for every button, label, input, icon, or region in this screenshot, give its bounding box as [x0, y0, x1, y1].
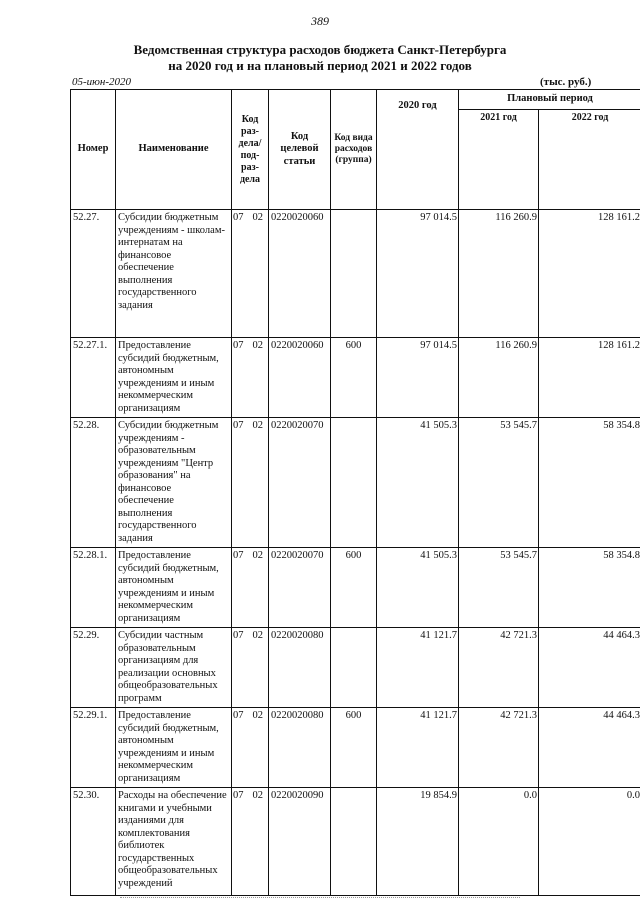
row-number: 52.28.	[71, 418, 116, 548]
row-number: 52.30.	[71, 788, 116, 896]
row-target: 0220020080	[269, 708, 331, 788]
row-target: 0220020090	[269, 788, 331, 896]
row-2020: 19 854.9	[377, 788, 459, 896]
row-target: 0220020060	[269, 338, 331, 418]
row-vid: 600	[331, 338, 377, 418]
header-planned: Плановый период	[459, 90, 640, 110]
row-number: 52.28.1.	[71, 548, 116, 628]
row-2020: 41 121.7	[377, 628, 459, 708]
row-2020: 97 014.5	[377, 210, 459, 338]
row-number: 52.29.	[71, 628, 116, 708]
row-2022: 128 161.2	[539, 210, 640, 338]
row-2022: 0.0	[539, 788, 640, 896]
budget-table	[70, 89, 640, 896]
row-vid	[331, 628, 377, 708]
row-name: Субсидии частным образовательным организациям для реализации основных общеобразовательных программ	[116, 628, 232, 708]
row-2021: 0.0	[459, 788, 539, 896]
title-line-2: на 2020 год и на плановый период 2021 и 2022 годов	[168, 58, 472, 73]
row-name: Предоставление субсидий бюджетным, автономным учреждениям и иным некоммерческим организациям	[116, 548, 232, 628]
row-razdel: 07 02	[232, 418, 269, 548]
row-number: 52.29.1.	[71, 708, 116, 788]
row-name: Предоставление субсидий бюджетным, автономным учреждениям и иным некоммерческим организациям	[116, 338, 232, 418]
header-2021: 2021 год	[459, 110, 539, 210]
title-line-1: Ведомственная структура расходов бюджета Санкт-Петербурга	[133, 42, 507, 57]
footer-divider	[120, 897, 520, 899]
table-row	[71, 418, 640, 548]
header-2020: 2020 год	[377, 90, 459, 210]
row-target: 0220020060	[269, 210, 331, 338]
header-name: Наименование	[116, 90, 232, 210]
row-2021: 116 260.9	[459, 338, 539, 418]
table-row	[71, 788, 640, 896]
row-2021: 53 545.7	[459, 418, 539, 548]
document-title	[0, 42, 640, 74]
row-vid	[331, 210, 377, 338]
row-2022: 44 464.3	[539, 708, 640, 788]
header-razdel: Код раз- дела/ под- раз- дела	[232, 90, 269, 210]
table-row	[71, 210, 640, 338]
header-number: Номер	[71, 90, 116, 210]
row-razdel: 07 02	[232, 788, 269, 896]
row-vid: 600	[331, 708, 377, 788]
row-vid: 600	[331, 548, 377, 628]
table-row	[71, 708, 640, 788]
row-vid	[331, 418, 377, 548]
row-razdel: 07 02	[232, 210, 269, 338]
row-razdel: 07 02	[232, 708, 269, 788]
document-date: 05-июн-2020	[72, 76, 132, 88]
table-row	[71, 548, 640, 628]
row-number: 52.27.1.	[71, 338, 116, 418]
row-2021: 42 721.3	[459, 708, 539, 788]
row-target: 0220020080	[269, 628, 331, 708]
row-name: Предоставление субсидий бюджетным, автономным учреждениям и иным некоммерческим организациям	[116, 708, 232, 788]
row-2020: 41 121.7	[377, 708, 459, 788]
header-target: Код целевой статьи	[269, 90, 331, 210]
row-2020: 41 505.3	[377, 418, 459, 548]
page-number: 389	[311, 14, 329, 28]
row-name: Расходы на обеспечение книгами и учебными изданиями для комплектования библиотек государственных общеобразовательных учреждений	[116, 788, 232, 896]
row-name: Субсидии бюджетным учреждениям - школам-интернатам на финансовое обеспечение выполнения государственного задания	[116, 210, 232, 338]
table-row	[71, 628, 640, 708]
row-number: 52.27.	[71, 210, 116, 338]
row-2022: 128 161.2	[539, 338, 640, 418]
row-2021: 53 545.7	[459, 548, 539, 628]
row-2021: 116 260.9	[459, 210, 539, 338]
row-2022: 44 464.3	[539, 628, 640, 708]
row-razdel: 07 02	[232, 548, 269, 628]
row-razdel: 07 02	[232, 628, 269, 708]
row-2021: 42 721.3	[459, 628, 539, 708]
row-razdel: 07 02	[232, 338, 269, 418]
row-2020: 41 505.3	[377, 548, 459, 628]
units-label: (тыс. руб.)	[540, 76, 592, 88]
row-2022: 58 354.8	[539, 418, 640, 548]
row-target: 0220020070	[269, 548, 331, 628]
table-row	[71, 338, 640, 418]
row-target: 0220020070	[269, 418, 331, 548]
row-vid	[331, 788, 377, 896]
row-2020: 97 014.5	[377, 338, 459, 418]
header-2022: 2022 год	[539, 110, 640, 210]
header-vid: Код вида расходов (группа)	[331, 90, 377, 210]
row-2022: 58 354.8	[539, 548, 640, 628]
row-name: Субсидии бюджетным учреждениям - образовательным учреждениям "Центр образования" на финансовое обеспечение выполнения государственного задания	[116, 418, 232, 548]
